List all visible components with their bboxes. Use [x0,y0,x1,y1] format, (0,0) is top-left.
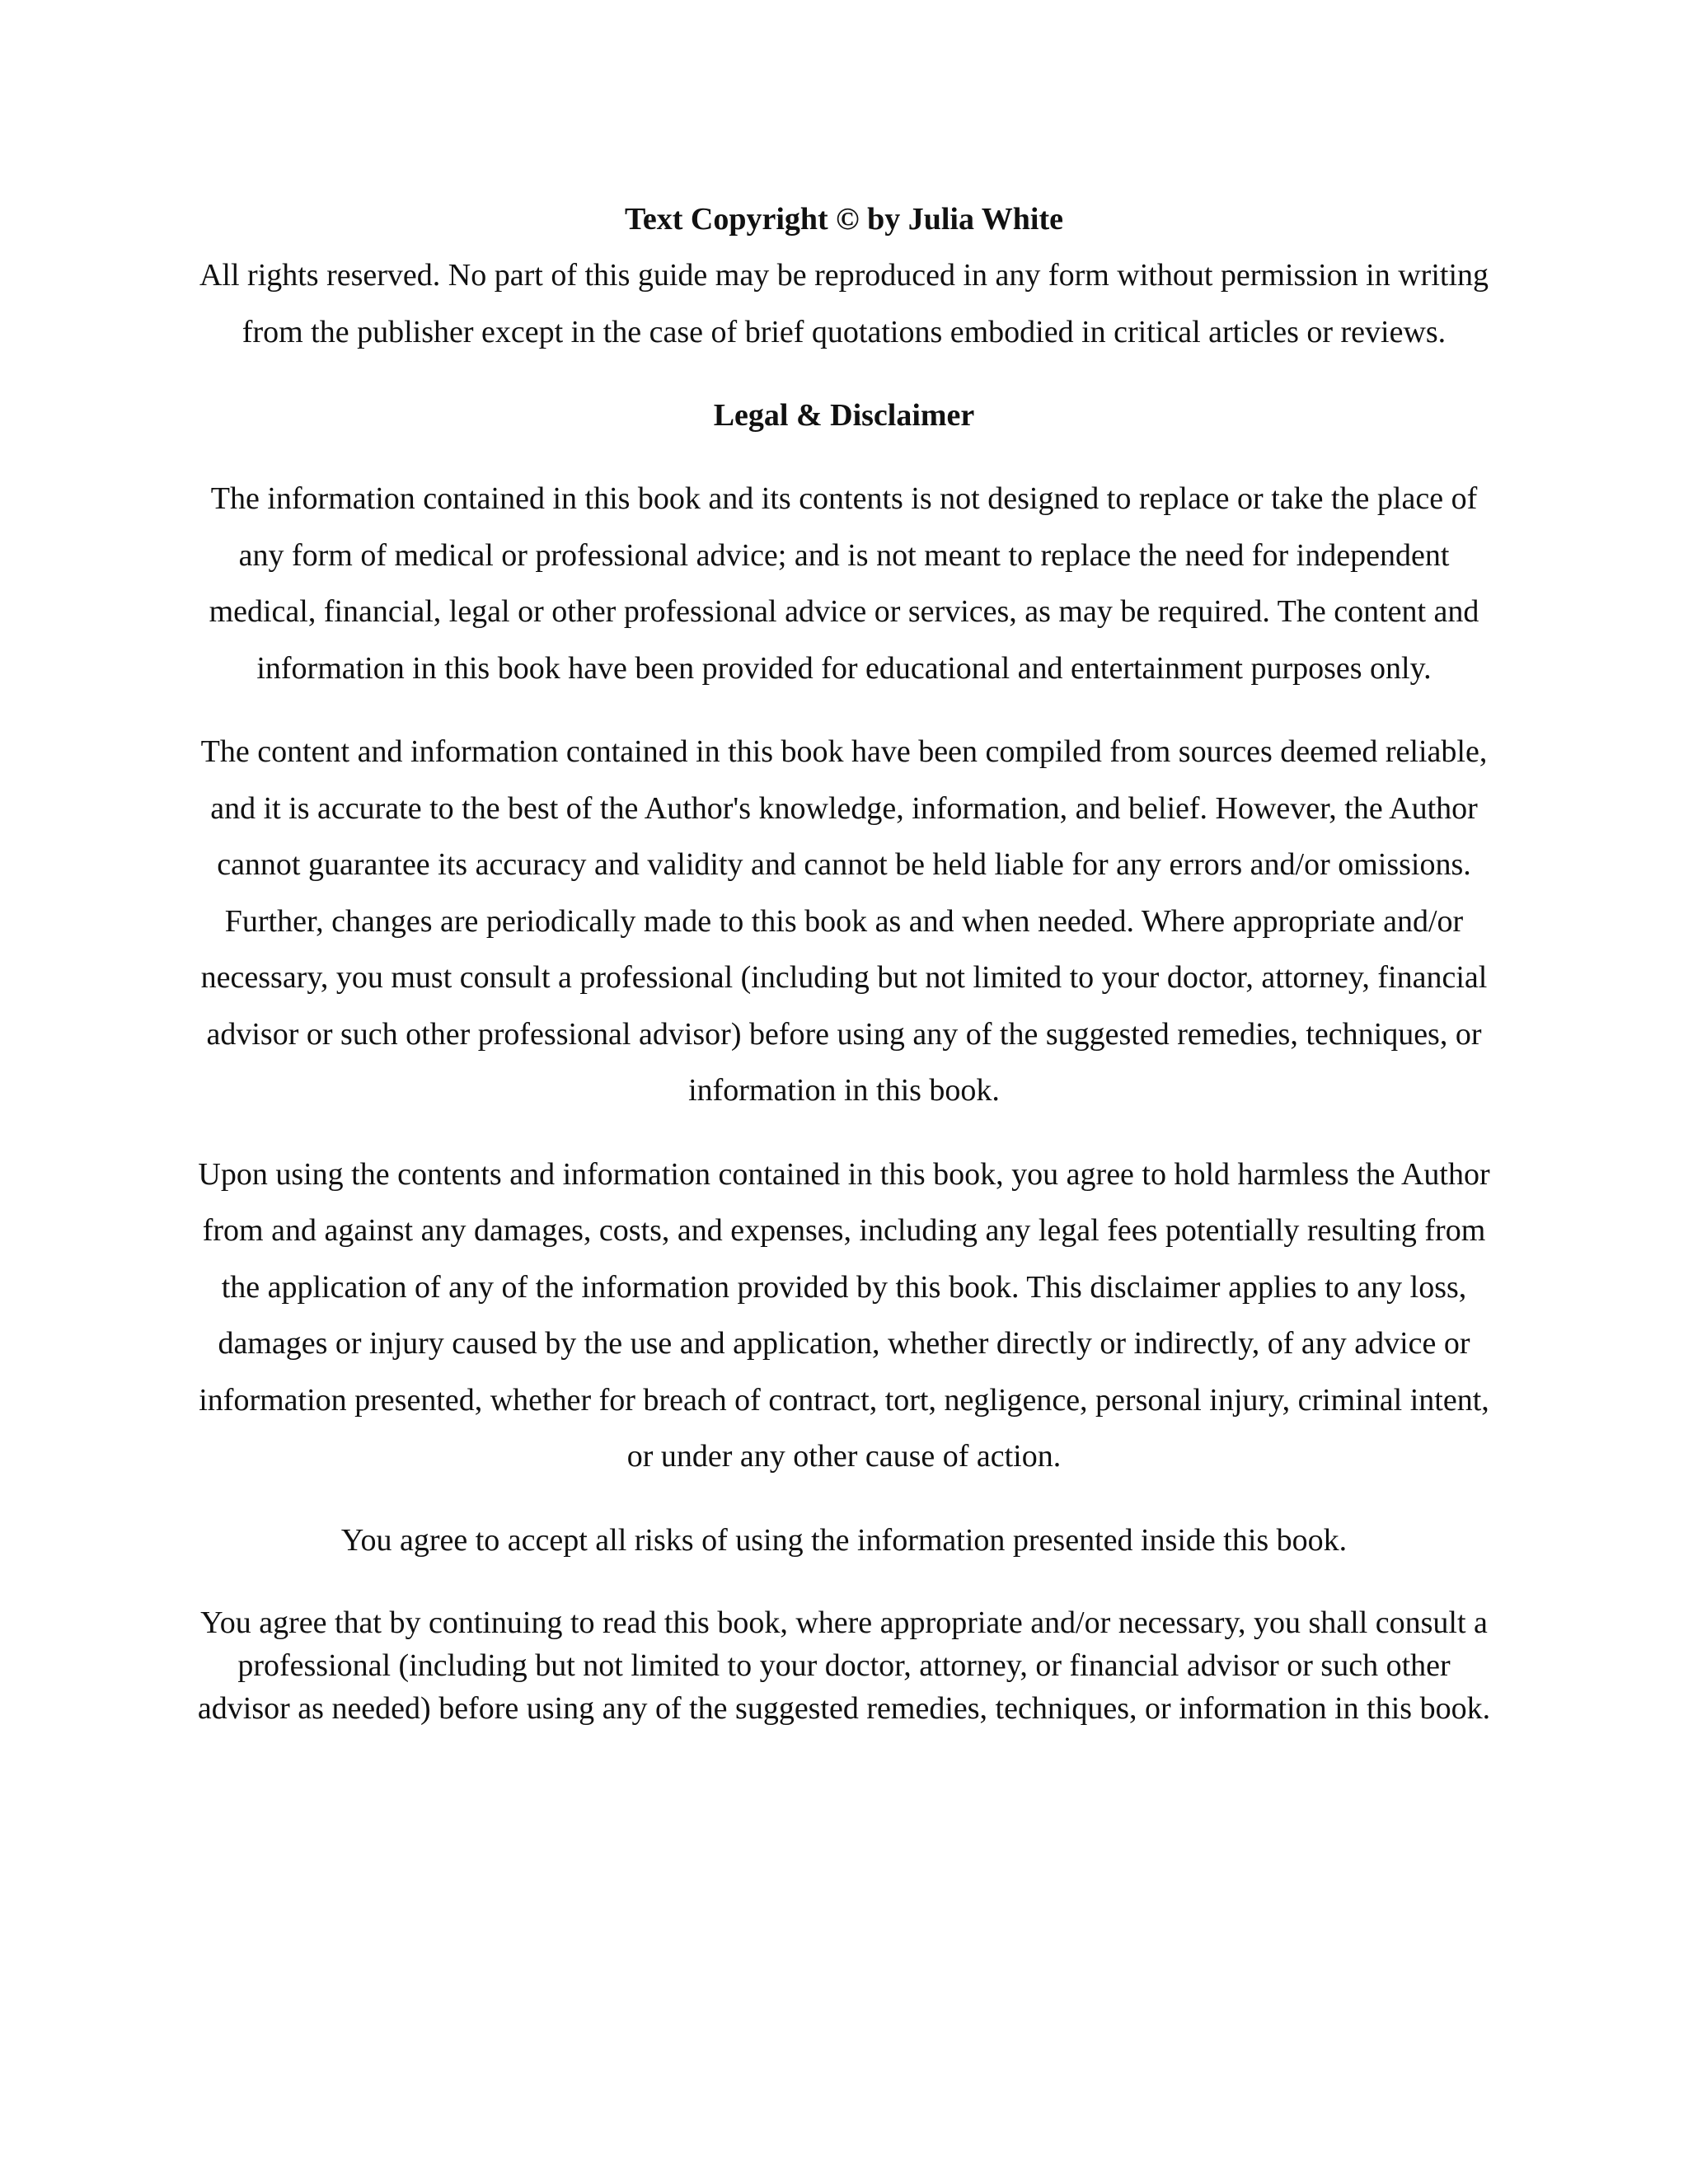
copyright-text: All rights reserved. No part of this guide may be reproduced in any form without permission in writing from the publisher except in the case of brief quotations embodied in critical articles or reviews. [199,258,1489,349]
disclaimer-paragraph-2: The content and information contained in this book have been compiled from sources deemed reliable, and it is accurate to the best of the Author's knowledge, information, and belief. However, the Author cannot guarantee its accuracy and validity and cannot be held liable for any errors and/or omissions. Further, changes are periodically made to this book as and when needed. Where appropriate and/or necessary, you must consult a professional (including but not limited to your doctor, attorney, financial advisor or such other professional advisor) before using any of the suggested remedies, techniques, or information in this book. [200,734,1488,1108]
disclaimer-final-paragraph: You agree that by continuing to read this book, where appropriate and/or necessary, you shall consult a professional (including but not limited to your doctor, attorney, or financial advisor or such other advisor as needed) before using any of the suggested remedies, techniques, or information in this book. [197,1605,1491,1726]
document-page [190,191,1498,1730]
disclaimer-paragraph-4: You agree to accept all risks of using the information presented inside this book. [340,1522,1348,1558]
disclaimer-paragraph-3: Upon using the contents and information contained in this book, you agree to hold harmless the Author from and against any damages, costs, and expenses, including any legal fees potentially resulting from the application of any of the information provided by this book. This disclaimer applies to any loss, damages or injury caused by the use and application, whether directly or indirectly, of any advice or information presented, whether for breach of contract, tort, negligence, personal injury, criminal intent, or under any other cause of action. [198,1156,1490,1474]
disclaimer-paragraph-1: The information contained in this book and its contents is not designed to replace or take the place of any form of medical or professional advice; and is not meant to replace the need for independent medical, financial, legal or other professional advice or services, as may be required. The content and information in this book have been provided for educational and entertainment purposes only. [209,481,1479,686]
legal-heading: Legal & Disclaimer [713,398,975,433]
copyright-title: Text Copyright © by Julia White [625,202,1063,237]
